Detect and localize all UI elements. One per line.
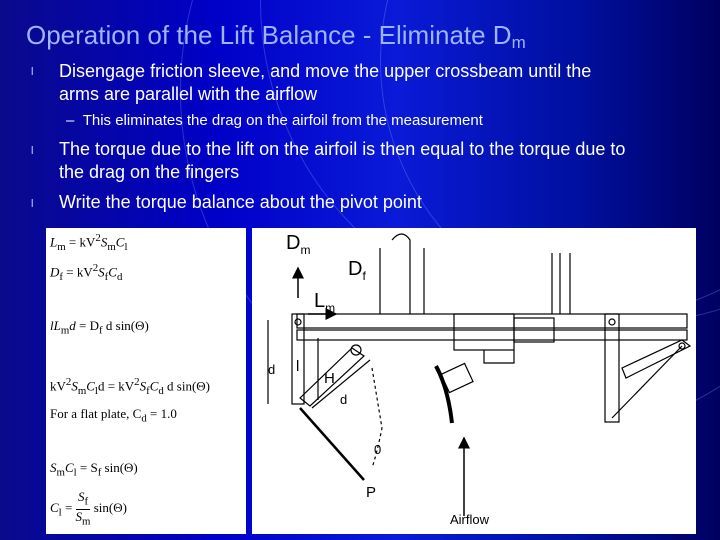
label-p: P (366, 484, 377, 501)
label-df: $D_f$ (348, 258, 366, 283)
bullet-2: The torque due to the lift on the airfoil is then equal to the torque due to the drag on the fingers (59, 139, 626, 182)
right-joint (609, 319, 615, 325)
equation-drag: $D_f = kV^2S_fC_d$ (50, 262, 123, 283)
sleeve-neck (484, 350, 514, 363)
diagram-drawing (252, 228, 696, 534)
upper-crossbeam (297, 314, 687, 328)
label-airflow: Airflow (450, 512, 490, 527)
label-theta: 0 (374, 442, 382, 457)
equation-lift-coefficient: $C_l$ = $\frac{S_f}{S_m}$ sin(Θ) (50, 489, 127, 528)
label-d-left: d (268, 362, 276, 377)
lift-balance-diagram (252, 228, 696, 534)
label-h: H (324, 370, 335, 387)
bullet-3: Write the torque balance about the pivot point (59, 192, 422, 212)
slide-title: Operation of the Lift Balance - Eliminate $D_m$ (26, 20, 526, 52)
bullet-icon: l (31, 145, 34, 157)
label-dm: $D_m$ (286, 232, 311, 257)
bullet-1: Disengage friction sleeve, and move the upper crossbeam until the arms are parallel with the airflow (59, 61, 592, 104)
finger-right (552, 253, 570, 314)
equation-expanded: $kV^2S_mC_ld = kV^2S_fC_d$ d sin(Θ) (50, 376, 211, 397)
label-lm: $L_m$ (314, 290, 336, 315)
equation-simplified: $S_mC_l = S_f$ sin(Θ) (50, 460, 138, 479)
bullet-icon: l (31, 66, 34, 78)
airfoil (436, 366, 452, 423)
center-block (454, 314, 514, 350)
equations-panel (46, 228, 246, 534)
bullet-icon: l (31, 198, 34, 210)
pivot-joint (295, 319, 301, 325)
equation-lift: $L_m = kV^2S_mC_l$ (50, 232, 128, 253)
equation-flat-plate: For a flat plate, $C_d = 1.0$ (50, 406, 177, 425)
sub-bullet: – This eliminates the drag on the airfoil from the measurement (66, 112, 483, 129)
equation-torque: $lL_md = D_f$ d sin(Θ) (50, 318, 149, 337)
finger-shape (392, 234, 410, 314)
label-l: l (296, 358, 300, 375)
pivot-line (300, 408, 364, 480)
fraction: $\frac{S_f}{S_m}$ (75, 489, 91, 528)
finger-left (380, 248, 424, 314)
lower-crossbeam (297, 330, 687, 340)
label-d-right: d (340, 392, 348, 407)
